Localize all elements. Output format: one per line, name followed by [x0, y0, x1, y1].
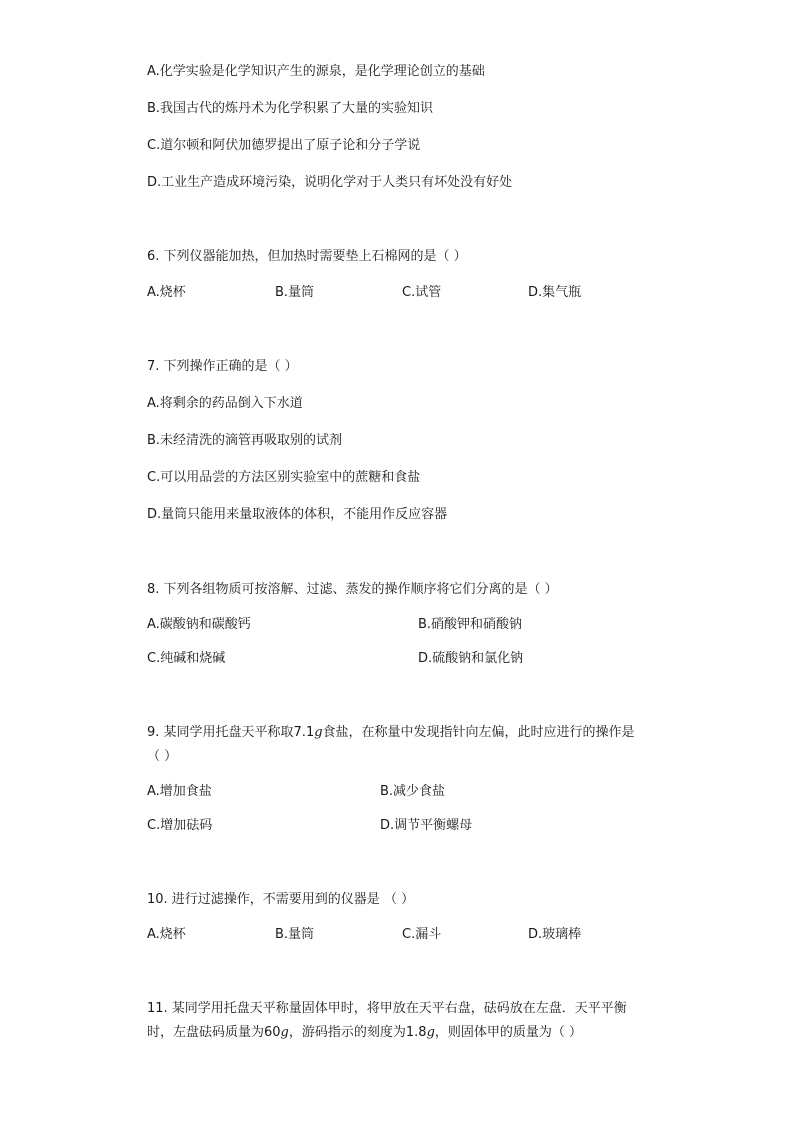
- q8-stem: 8. 下列各组物质可按溶解、过滤、蒸发的操作顺序将它们分离的是（ ）: [147, 582, 558, 597]
- q9-stem: [147, 724, 635, 742]
- q10-option-a: A.烧杯: [147, 927, 186, 942]
- q7-option-c: C.可以用品尝的方法区别实验室中的蔗糖和食盐: [147, 470, 421, 485]
- q7-option-a: A.将剩余的药品倒入下水道: [147, 396, 303, 411]
- q10-stem: 10. 进行过滤操作，不需要用到的仪器是 （ ）: [147, 892, 415, 907]
- q5-option-c: C.道尔顿和阿伏加德罗提出了原子论和分子学说: [147, 138, 421, 153]
- q6-option-a: A.烧杯: [147, 285, 186, 300]
- q11-stem-part3: ，则固体甲的质量为（ ）: [434, 1025, 583, 1040]
- q11-unit-1: g: [280, 1025, 289, 1040]
- q5-option-a: A.化学实验是化学知识产生的源泉，是化学理论创立的基础: [147, 64, 485, 79]
- q9-unit: g: [314, 725, 323, 740]
- q8-option-a: A.碳酸钠和碳酸钙: [147, 617, 251, 632]
- q9-option-d: D.调节平衡螺母: [380, 818, 473, 833]
- q9-option-b: B.减少食盐: [380, 784, 446, 799]
- q9-option-c: C.增加砝码: [147, 818, 213, 833]
- q5-option-d: D.工业生产造成环境污染，说明化学对于人类只有坏处没有好处: [147, 175, 513, 190]
- q10-option-d: D.玻璃棒: [528, 927, 582, 942]
- q11-stem-part2: ，游码指示的刻度为1.8: [288, 1025, 427, 1040]
- q10-option-c: C.漏斗: [402, 927, 442, 942]
- q8-option-b: B.硝酸钾和硝酸钠: [418, 617, 523, 632]
- q7-option-d: D.量筒只能用来量取液体的体积，不能用作反应容器: [147, 507, 448, 522]
- q10-option-b: B.量筒: [275, 927, 315, 942]
- q6-stem: 6. 下列仪器能加热，但加热时需要垫上石棉网的是（ ）: [147, 249, 467, 264]
- q9-stem-bracket: （ ）: [147, 749, 178, 764]
- q11-stem-line2: [147, 1024, 582, 1042]
- q9-option-a: A.增加食盐: [147, 784, 212, 799]
- q11-stem-line1: 11. 某同学用托盘天平称量固体甲时，将甲放在天平右盘，砝码放在左盘．天平平衡: [147, 1001, 627, 1016]
- q11-stem-part1: 时，左盘砝码质量为60: [147, 1025, 281, 1040]
- q8-option-d: D.硫酸钠和氯化钠: [418, 651, 524, 666]
- q7-option-b: B.未经清洗的滴管再吸取别的试剂: [147, 433, 343, 448]
- q6-option-b: B.量筒: [275, 285, 315, 300]
- q6-option-d: D.集气瓶: [528, 285, 582, 300]
- q7-stem: 7. 下列操作正确的是（ ）: [147, 359, 298, 374]
- q11-unit-2: g: [426, 1025, 435, 1040]
- q5-option-b: B.我国古代的炼丹术为化学积累了大量的实验知识: [147, 101, 434, 116]
- q9-stem-part2: 食盐，在称量中发现指针向左偏，此时应进行的操作是: [322, 725, 635, 740]
- q9-stem-part1: 9. 某同学用托盘天平称取7.1: [147, 725, 315, 740]
- q8-option-c: C.纯碱和烧碱: [147, 651, 226, 666]
- q6-option-c: C.试管: [402, 285, 442, 300]
